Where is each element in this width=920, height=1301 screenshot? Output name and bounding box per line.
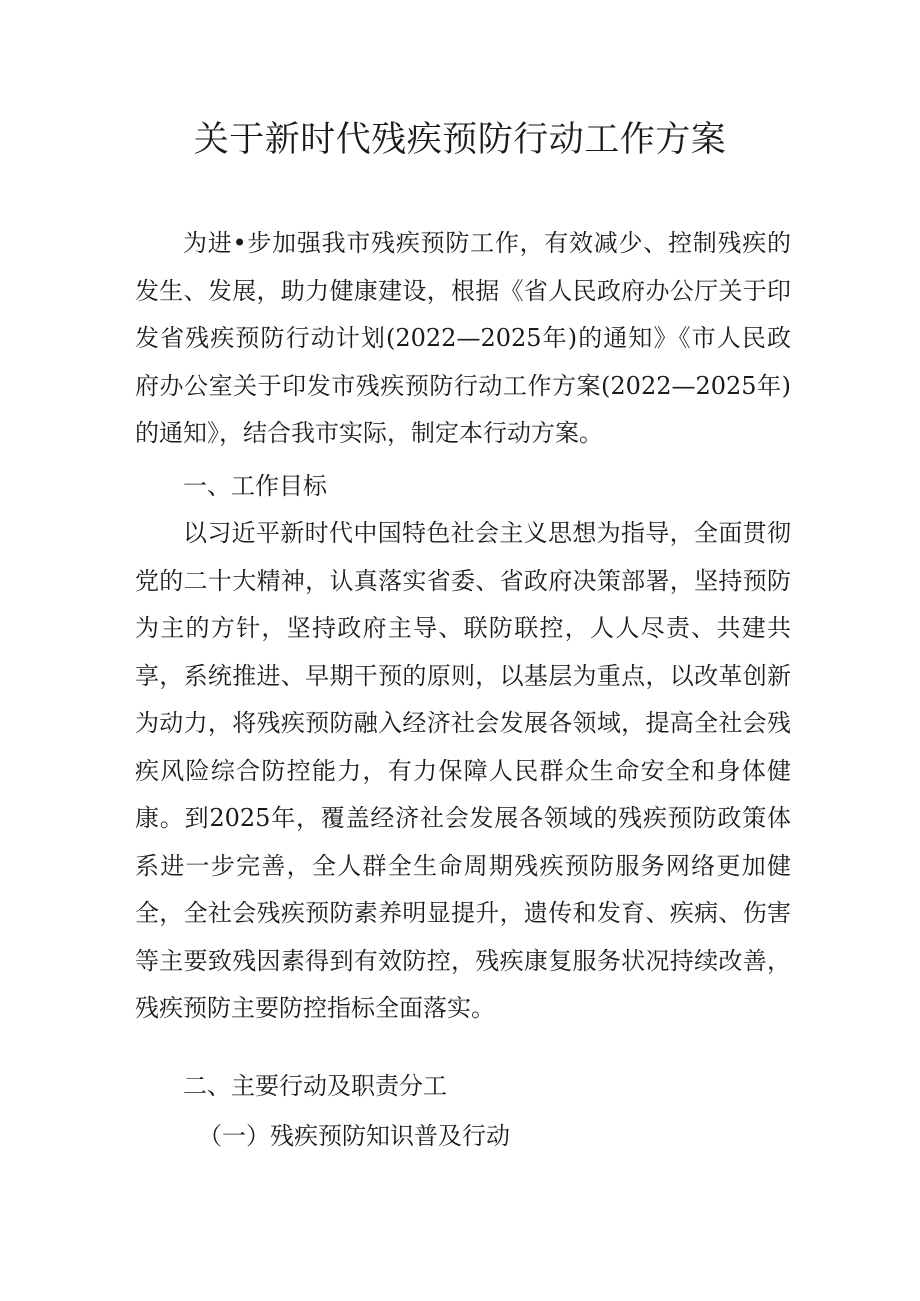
goals-paragraph: 以习近平新时代中国特色社会主义思想为指导，全面贯彻党的二十大精神，认真落实省委、省政府决策部署，坚持预防为主的方针，坚持政府主导、联防联控，人人尽责、共建共享，系统推进、早期干预的原则，以基层为重点，以改革创新为动力，将残疾预防融入经济社会发展各领域，提高全社会残疾风险综合防控能力，有力保障人民群众生命安全和身体健康。到2025年，覆盖经济社会发展各领域的残疾预防政策体系进一步完善，全人群全生命周期残疾预防服务网络更加健全，全社会残疾预防素养明显提升，遗传和发育、疾病、伤害等主要致残因素得到有效防控，残疾康复服务状况持续改善，残疾预防主要防控指标全面落实。 (135, 519, 791, 1022)
subsection-heading-knowledge: （一）残疾预防知识普及行动 (198, 1122, 510, 1150)
section-heading-goals: 一、工作目标 (183, 472, 327, 500)
document-title: 关于新时代残疾预防行动工作方案 (193, 120, 727, 160)
intro-paragraph: 为进•步加强我市残疾预防工作，有效减少、控制残疾的发生、发展，助力健康建设，根据《省人民政府办公厅关于印发省残疾预防行动计划(2022—2025年)的通知》《市人民政府办公室关于印发市残疾预防行动工作方案(2022—2025年)的通知》，结合我市实际，制定本行动方案。 (135, 229, 791, 447)
section-heading-actions: 二、主要行动及职责分工 (183, 1072, 447, 1100)
